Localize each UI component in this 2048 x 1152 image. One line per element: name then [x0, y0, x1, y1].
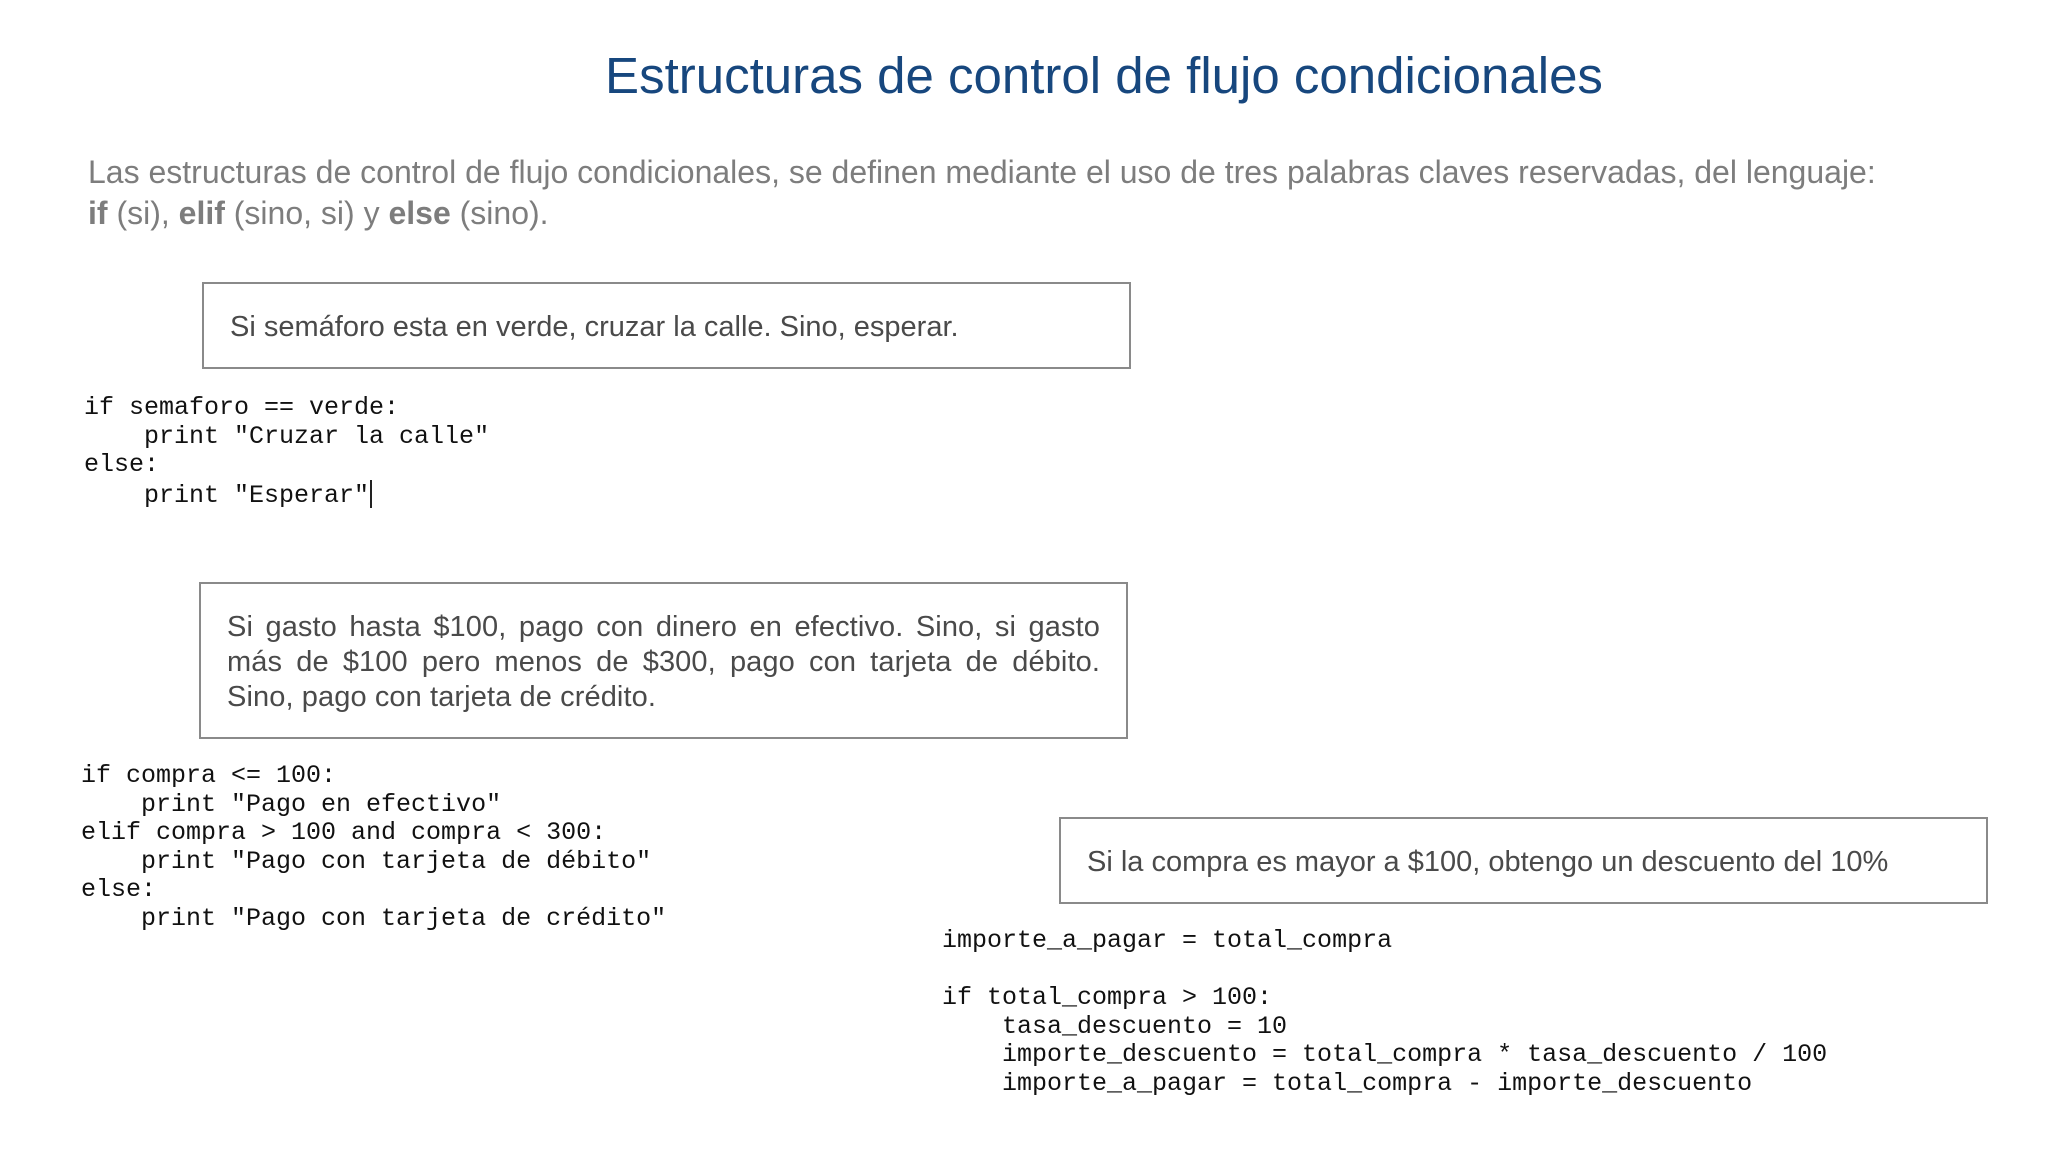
example-3-code-block [942, 927, 1827, 1098]
example-2-description: Si gasto hasta $100, pago con dinero en efectivo. Sino, si gasto más de $100 pero menos de $300, pago con tarjeta de débito. Sino, pago con tarjeta de crédito. [227, 611, 1100, 713]
code-line: importe_a_pagar = total_compra - importe_descuento [942, 1068, 1753, 1098]
example-2-code-block [81, 762, 666, 933]
intro-paragraph [88, 152, 2018, 234]
keyword-elif: elif [178, 195, 225, 231]
keyword-else: else [388, 195, 451, 231]
code-line: print "Cruzar la calle" [84, 421, 490, 451]
intro-line-1: Las estructuras de control de flujo condicionales, se definen mediante el uso de tres palabras claves reservadas, del lenguaje: [88, 154, 1876, 190]
example-3-description-box [1059, 817, 1988, 904]
text-cursor [370, 480, 372, 508]
code-line-blank [942, 956, 1827, 985]
code-line: print "Pago con tarjeta de crédito" [81, 903, 667, 933]
code-line-with-cursor [84, 480, 489, 509]
example-1-description-box [202, 282, 1131, 369]
code-line: print "Pago con tarjeta de débito" [81, 846, 652, 876]
code-line: if total_compra > 100: [942, 983, 1273, 1012]
example-1-code-block [84, 394, 489, 508]
keyword-if: if [88, 195, 108, 231]
code-line: importe_descuento = total_compra * tasa_descuento / 100 [942, 1040, 1828, 1069]
code-line: importe_a_pagar = total_compra [942, 926, 1393, 955]
code-line-text: print "Esperar" [84, 480, 370, 510]
code-line: if semaforo == verde: [84, 393, 400, 422]
intro-line-2 [88, 193, 2018, 234]
example-3-description: Si la compra es mayor a $100, obtengo un descuento del 10% [1087, 846, 1889, 878]
code-line: print "Pago en efectivo" [81, 789, 502, 819]
keyword-elif-meaning: (sino, si) y [224, 195, 389, 231]
example-2-description-box [199, 582, 1128, 739]
code-line: elif compra > 100 and compra < 300: [81, 818, 607, 847]
keyword-if-meaning: (si), [107, 195, 179, 231]
code-line: else: [84, 450, 160, 479]
example-1-description: Si semáforo esta en verde, cruzar la calle. Sino, esperar. [230, 311, 959, 343]
slide-title: Estructuras de control de flujo condicionales [605, 47, 1603, 104]
keyword-else-meaning: (sino). [450, 195, 549, 231]
code-line: if compra <= 100: [81, 761, 337, 790]
code-line: else: [81, 875, 157, 904]
code-line: tasa_descuento = 10 [942, 1011, 1288, 1041]
